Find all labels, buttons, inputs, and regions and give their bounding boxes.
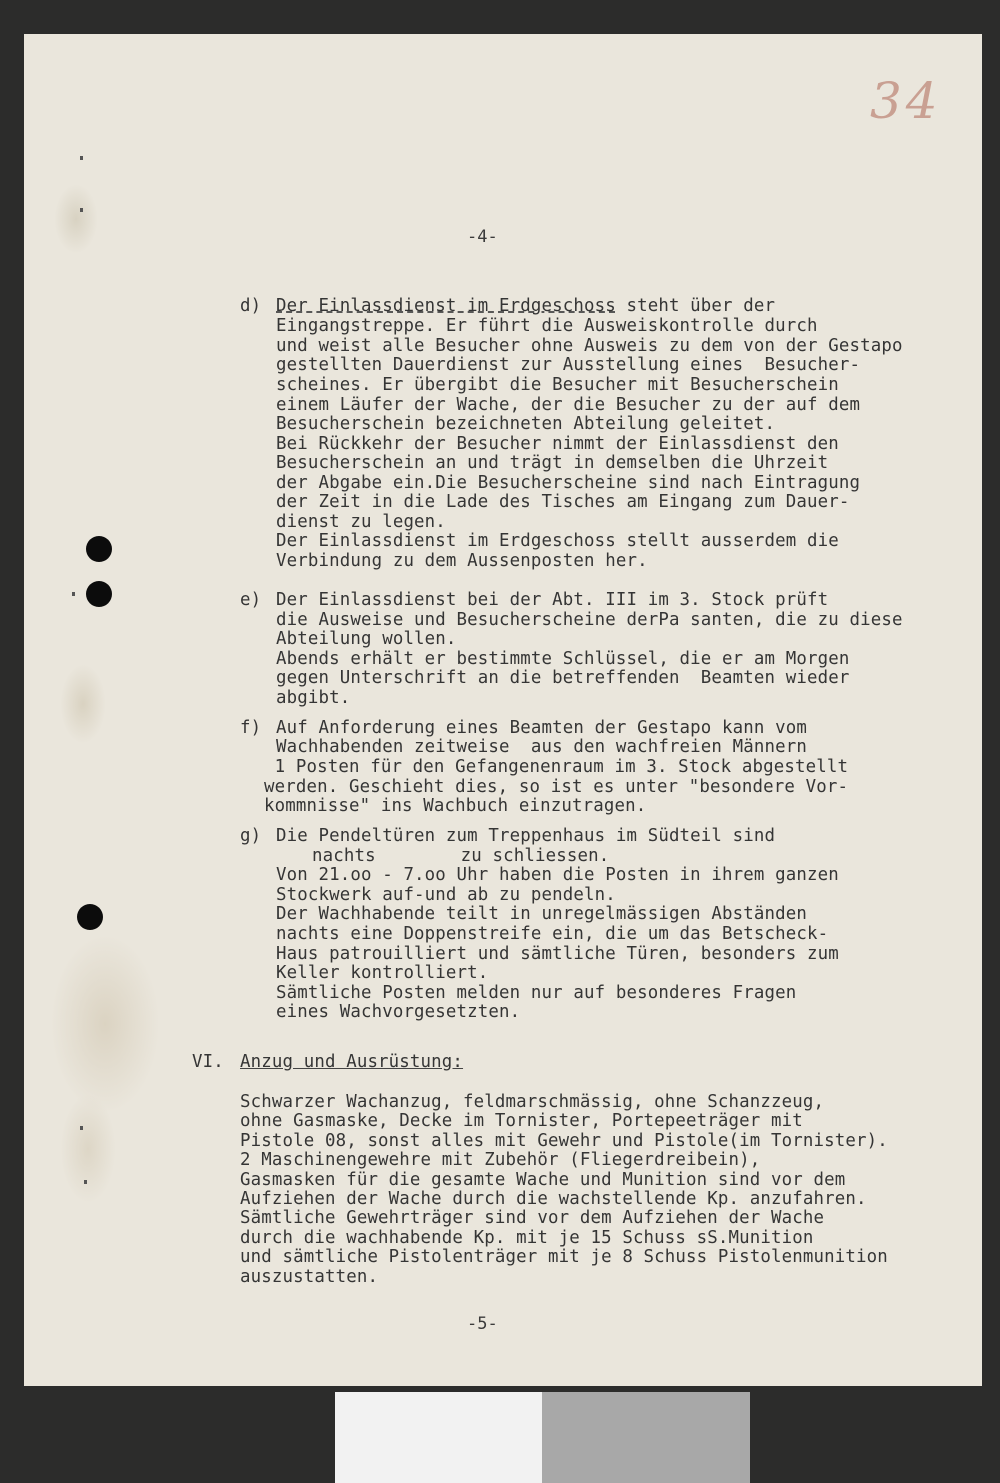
section-e-line: Abends erhält er bestimmte Schlüssel, die er am Morgen [276, 649, 850, 669]
section-f-label: f) [240, 718, 262, 738]
section-vi-line: Pistole 08, sonst alles mit Gewehr und Pistole(im Tornister). [240, 1131, 888, 1151]
section-d-line: einem Läufer der Wache, der die Besucher zu der auf dem [276, 395, 861, 415]
punch-hole [77, 904, 103, 930]
section-d-line: Der Einlassdienst im Erdgeschoss stellt ausserdem die [276, 531, 839, 551]
section-g-line: nachts zu schliessen. [312, 846, 610, 866]
section-d-line: scheines. Er übergibt die Besucher mit Besucherschein [276, 375, 839, 395]
calibration-gray-patch [542, 1392, 750, 1483]
section-d-line: Verbindung zu dem Aussenposten her. [276, 551, 648, 571]
section-d-heading: Der Einlassdienst im Erdgeschoss [276, 296, 616, 316]
section-g-line: eines Wachvorgesetzten. [276, 1002, 521, 1022]
section-f-line: Wachhabenden zeitweise aus den wachfreien Männern [276, 737, 808, 757]
stain [54, 184, 98, 254]
scan-calibration-strip [335, 1392, 750, 1483]
section-d-line: Bei Rückkehr der Besucher nimmt der Einlassdienst den [276, 434, 839, 454]
section-g-line: Keller kontrolliert. [276, 963, 489, 983]
section-e-line: Der Einlassdienst bei der Abt. III im 3. Stock prüft [276, 590, 829, 610]
handwritten-page-number: 34 [870, 72, 942, 130]
section-vi-line: Gasmasken für die gesamte Wache und Munition sind vor dem [240, 1170, 846, 1190]
section-g-line: Die Pendeltüren zum Treppenhaus im Südteil sind [276, 826, 776, 846]
section-g-label: g) [240, 826, 262, 846]
section-d-line: gestellten Dauerdienst zur Ausstellung eines Besucher- [276, 355, 861, 375]
section-vi-line: durch die wachhabende Kp. mit je 15 Schuss sS.Munition [240, 1228, 814, 1248]
punch-hole [86, 536, 112, 562]
margin-mark [80, 208, 83, 212]
section-e-line: Abteilung wollen. [276, 629, 457, 649]
top-page-marker: -4- [467, 227, 498, 247]
document-page [24, 34, 982, 1386]
margin-mark [80, 156, 83, 160]
section-g-line: Stockwerk auf-und ab zu pendeln. [276, 885, 616, 905]
section-d-line: und weist alle Besucher ohne Ausweis zu dem von der Gestapo [276, 336, 903, 356]
section-vi-line: Schwarzer Wachanzug, feldmarschmässig, ohne Schanzzeug, [240, 1092, 825, 1112]
section-vi-heading: Anzug und Ausrüstung: [240, 1052, 464, 1072]
section-vi-line: und sämtliche Pistolenträger mit je 8 Schuss Pistolenmunition [240, 1247, 888, 1267]
margin-mark [80, 1126, 83, 1130]
section-vi-line: Sämtliche Gewehrträger sind vor dem Aufziehen der Wache [240, 1208, 825, 1228]
stain [50, 934, 160, 1114]
section-vi-line: ohne Gasmaske, Decke im Tornister, Portepeeträger mit [240, 1111, 803, 1131]
section-d-line: Besucherschein bezeichneten Abteilung geleitet. [276, 414, 776, 434]
section-d-heading-line [276, 296, 775, 316]
margin-mark [72, 592, 75, 596]
section-d-line: der Zeit in die Lade des Tisches am Eingang zum Dauer- [276, 492, 850, 512]
section-g-line: Haus patrouilliert und sämtliche Türen, besonders zum [276, 944, 839, 964]
calibration-white-patch [335, 1392, 542, 1483]
section-f-line: kommnisse" ins Wachbuch einzutragen. [264, 796, 647, 816]
section-g-line: Der Wachhabende teilt in unregelmässigen Abständen [276, 904, 808, 924]
section-d-line: dienst zu legen. [276, 512, 446, 532]
punch-hole [86, 581, 112, 607]
section-g-line: Von 21.oo - 7.oo Uhr haben die Posten in ihrem ganzen [276, 865, 839, 885]
section-f-line: 1 Posten für den Gefangenenraum im 3. Stock abgestellt [264, 757, 849, 777]
stain [60, 1094, 116, 1204]
bottom-page-marker: -5- [467, 1314, 498, 1334]
section-e-line: gegen Unterschrift an die betreffenden Beamten wieder [276, 668, 850, 688]
section-d-line: Eingangstreppe. Er führt die Ausweiskontrolle durch [276, 316, 818, 336]
stain [60, 664, 106, 744]
section-vi-label: VI. [192, 1052, 224, 1072]
section-e-line: abgibt. [276, 688, 351, 708]
section-vi-line: Aufziehen der Wache durch die wachstellende Kp. anzufahren. [240, 1189, 867, 1209]
section-d-heading-rest: steht über der [615, 296, 776, 316]
section-g-line: nachts eine Doppenstreife ein, die um das Betscheck- [276, 924, 829, 944]
section-f-line: Auf Anforderung eines Beamten der Gestapo kann vom [276, 718, 808, 738]
section-f-line: werden. Geschieht dies, so ist es unter "besondere Vor- [264, 777, 849, 797]
section-d-label: d) [240, 296, 262, 316]
section-d-line: Besucherschein an und trägt in demselben die Uhrzeit [276, 453, 829, 473]
section-e-label: e) [240, 590, 262, 610]
section-e-line: die Ausweise und Besucherscheine derPa santen, die zu diese [276, 610, 903, 630]
section-vi-line: auszustatten. [240, 1267, 379, 1287]
margin-mark [84, 1180, 87, 1184]
section-d-line: der Abgabe ein.Die Besucherscheine sind nach Eintragung [276, 473, 861, 493]
section-g-line: Sämtliche Posten melden nur auf besonderes Fragen [276, 983, 797, 1003]
section-vi-line: 2 Maschinengewehre mit Zubehör (Fliegerdreibein), [240, 1150, 761, 1170]
